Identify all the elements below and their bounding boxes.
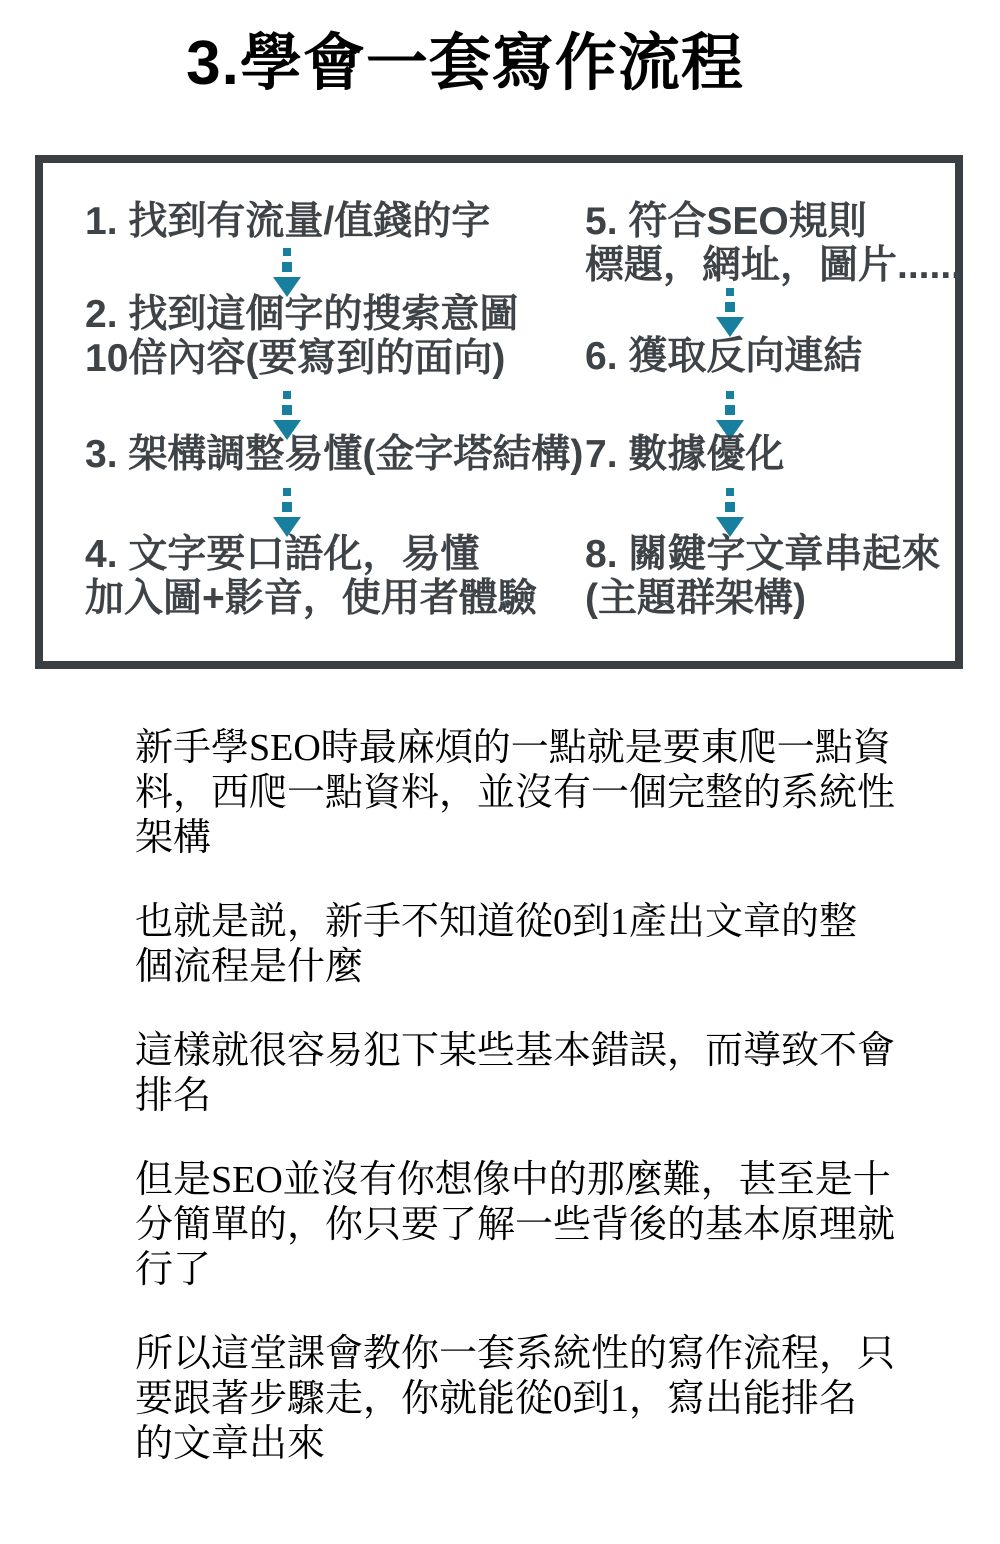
flow-step-line: 6. 獲取反向連結 bbox=[585, 335, 863, 378]
flow-step-8 bbox=[585, 533, 940, 621]
body-text bbox=[135, 726, 895, 1467]
down-arrow-icon bbox=[273, 248, 301, 297]
down-arrow-icon bbox=[273, 488, 301, 537]
flow-step-line: 7. 數據優化 bbox=[585, 433, 785, 476]
body-paragraph bbox=[135, 1029, 895, 1119]
flow-step-line: 5. 符合SEO規則 bbox=[585, 200, 867, 243]
flow-step-line: 3. 架構調整易懂(金字塔結構) bbox=[85, 433, 584, 476]
body-line: 這樣就很容易犯下某些基本錯誤，而導致不會 bbox=[135, 1030, 896, 1072]
flow-step-line: 10倍內容(要寫到的面向) bbox=[85, 337, 506, 380]
body-line: 的文章出來 bbox=[135, 1423, 326, 1465]
flow-step-4 bbox=[85, 533, 537, 621]
flow-step-line: 1. 找到有流量/值錢的字 bbox=[85, 200, 491, 243]
flow-step-line: 2. 找到這個字的搜索意圖 bbox=[85, 293, 519, 336]
body-line: 但是SEO並沒有你想像中的那麼難，甚至是十 bbox=[135, 1159, 891, 1201]
down-arrow-icon bbox=[716, 488, 744, 537]
body-line: 要跟著步驟走，你就能從0到1，寫出能排名 bbox=[135, 1378, 858, 1420]
body-line: 行了 bbox=[135, 1249, 212, 1291]
flowchart-box bbox=[35, 155, 963, 669]
body-line: 所以這堂課會教你一套系統性的寫作流程，只 bbox=[135, 1333, 896, 1375]
flow-step-1 bbox=[85, 200, 490, 244]
body-paragraph bbox=[135, 1332, 895, 1467]
page-title: 3.學會一套寫作流程 bbox=[186, 29, 744, 98]
flow-step-line: 加入圖+影音，使用者體驗 bbox=[85, 577, 537, 620]
flow-step-7 bbox=[585, 433, 784, 477]
body-line: 料，西爬一點資料，並沒有一個完整的系統性 bbox=[135, 772, 896, 814]
flow-step-line: 標題，網址，圖片...... bbox=[585, 244, 963, 287]
flow-step-line: (主題群架構) bbox=[585, 577, 806, 620]
body-line: 排名 bbox=[135, 1075, 212, 1117]
body-line: 架構 bbox=[135, 817, 212, 859]
flow-step-line: 4. 文字要口語化，易懂 bbox=[85, 533, 480, 576]
body-line: 分簡單的，你只要了解一些背後的基本原理就 bbox=[135, 1204, 896, 1246]
body-paragraph bbox=[135, 726, 895, 861]
body-line: 新手學SEO時最麻煩的一點就是要東爬一點資 bbox=[135, 727, 891, 769]
body-line: 個流程是什麼 bbox=[135, 946, 364, 988]
flow-step-6 bbox=[585, 335, 862, 379]
down-arrow-icon bbox=[716, 288, 744, 337]
body-paragraph bbox=[135, 1158, 895, 1293]
flow-step-line: 8. 關鍵字文章串起來 bbox=[585, 533, 941, 576]
flow-step-2 bbox=[85, 293, 518, 381]
body-line: 也就是説，新手不知道從0到1產出文章的整 bbox=[135, 901, 858, 943]
flow-step-3 bbox=[85, 433, 583, 477]
flow-step-5 bbox=[585, 200, 962, 288]
body-paragraph bbox=[135, 900, 895, 990]
